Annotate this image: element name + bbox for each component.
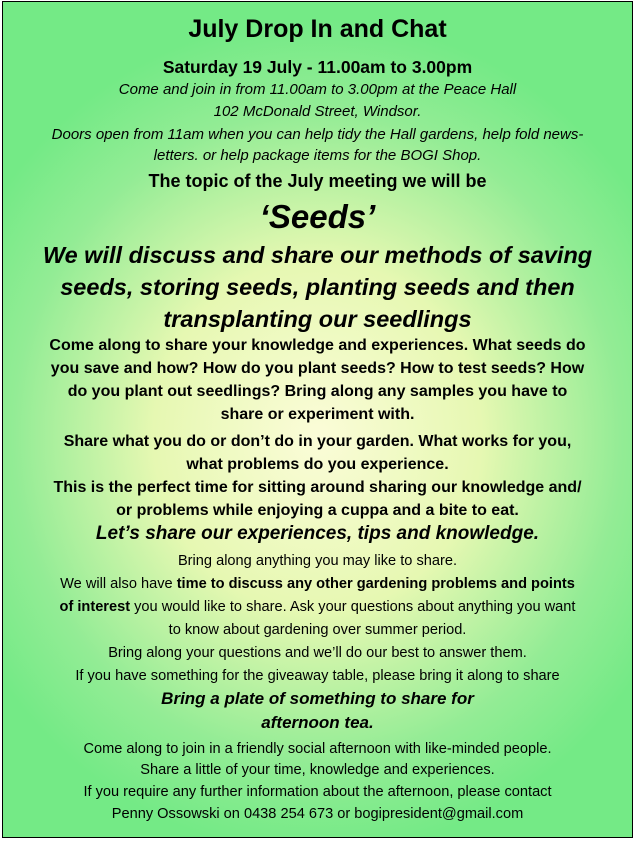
bring-anything: Bring along anything you may like to share. bbox=[177, 553, 458, 569]
intro-line: 102 McDonald Street, Windsor. bbox=[213, 103, 422, 120]
discuss-line: seeds, storing seeds, planting seeds and then bbox=[60, 274, 575, 300]
info-line: to know about gardening over summer period. bbox=[168, 622, 467, 638]
discuss-line: We will discuss and share our methods of saving bbox=[42, 242, 593, 268]
come-along-line: you save and how? How do you plant seeds? How to test seeds? How bbox=[50, 360, 585, 377]
closing-line: Share a little of your time, knowledge and experiences. bbox=[140, 762, 495, 778]
come-along-line: This is the perfect time for sitting around sharing our knowledge and/ bbox=[53, 479, 582, 496]
also-line bbox=[3, 573, 632, 596]
closing-line: Come along to join in a friendly social afternoon with like-minded people. bbox=[83, 741, 552, 757]
discuss-line: transplanting our seedlings bbox=[163, 306, 472, 332]
event-date: Saturday 19 July - 11.00am to 3.00pm bbox=[162, 57, 473, 77]
come-along-line: what problems do you experience. bbox=[186, 456, 449, 473]
intro-line: letters. or help package items for the BOGI Shop. bbox=[153, 147, 482, 164]
come-along-line: or problems while enjoying a cuppa and a bite to eat. bbox=[116, 502, 519, 519]
also-bold: time to discuss any other gardening problems and points bbox=[176, 576, 575, 592]
come-along-line: share or experiment with. bbox=[220, 406, 415, 423]
interest-bold: of interest bbox=[59, 599, 131, 615]
topic-heading: ‘Seeds’ bbox=[259, 198, 376, 235]
plate-line: Bring a plate of something to share for bbox=[161, 689, 474, 708]
interest-rest: you would like to share. Ask your questions about anything you want bbox=[130, 599, 576, 615]
topic-intro: The topic of the July meeting we will be bbox=[148, 171, 487, 191]
closing-line: If you require any further information about the afternoon, please contact bbox=[83, 784, 552, 800]
intro-line: Doors open from 11am when you can help tidy the Hall gardens, help fold news- bbox=[51, 126, 584, 143]
also-pre: We will also have bbox=[60, 576, 177, 592]
come-along-line: Share what you do or don’t do in your garden. What works for you, bbox=[63, 433, 572, 450]
interest-line bbox=[3, 596, 632, 619]
share-heading: Let’s share our experiences, tips and knowledge. bbox=[95, 523, 540, 544]
plate-line: afternoon tea. bbox=[261, 713, 374, 732]
contact-line: Penny Ossowski on 0438 254 673 or bogipresident@gmail.com bbox=[111, 806, 524, 822]
info-line: Bring along your questions and we’ll do our best to answer them. bbox=[108, 645, 527, 661]
flyer-title: July Drop In and Chat bbox=[188, 15, 447, 43]
come-along-line: Come along to share your knowledge and experiences. What seeds do bbox=[49, 337, 586, 354]
intro-line: Come and join in from 11.00am to 3.00pm at the Peace Hall bbox=[118, 81, 517, 98]
info-line: If you have something for the giveaway table, please bring it along to share bbox=[75, 668, 560, 684]
flyer bbox=[2, 1, 633, 838]
come-along-line: do you plant out seedlings? Bring along any samples you have to bbox=[67, 383, 568, 400]
